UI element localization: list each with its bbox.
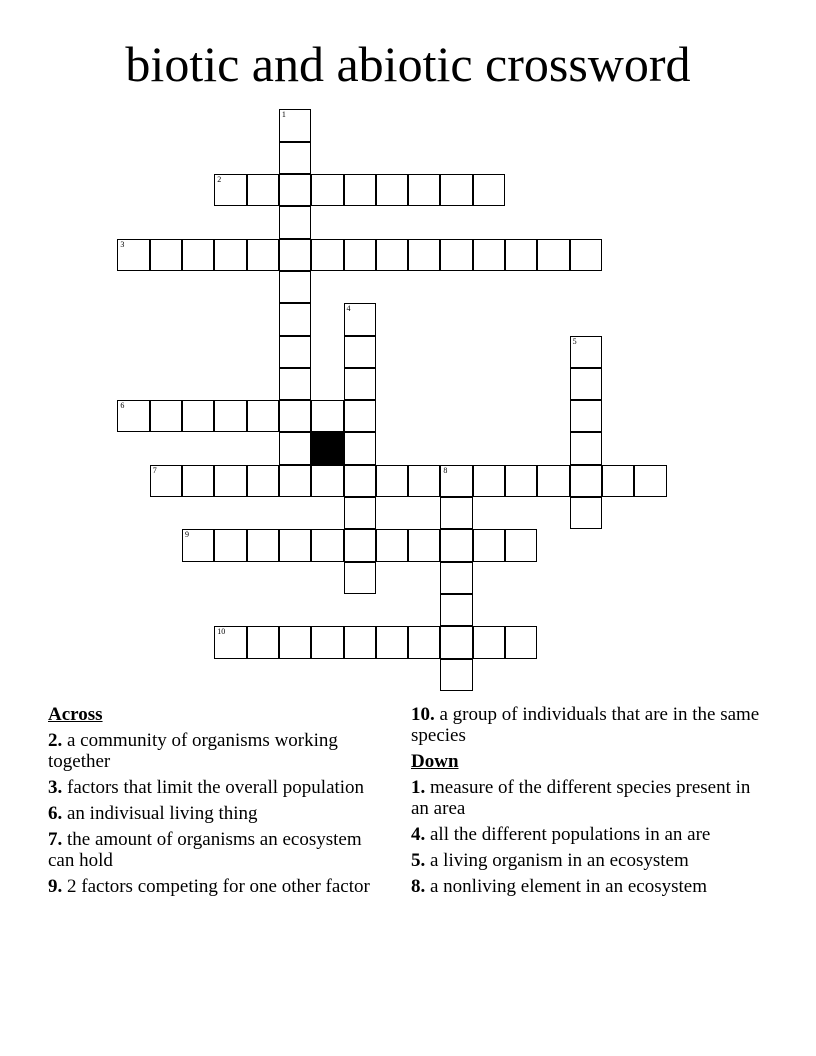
grid-cell[interactable]: [376, 239, 408, 271]
grid-cell[interactable]: [182, 400, 214, 432]
clue-text: a living organism in an ecosystem: [430, 850, 689, 871]
clues-left-column: [48, 704, 388, 902]
cell-number: 8: [443, 465, 448, 475]
grid-cell[interactable]: [440, 174, 472, 206]
grid-cell[interactable]: [247, 400, 279, 432]
grid-cell[interactable]: [214, 626, 246, 658]
grid-cell[interactable]: [537, 465, 569, 497]
across-heading: Across: [48, 704, 103, 725]
grid-cell[interactable]: [505, 626, 537, 658]
grid-cell[interactable]: [247, 174, 279, 206]
grid-cell[interactable]: [344, 529, 376, 561]
grid-cell[interactable]: [344, 400, 376, 432]
clue-text: 2 factors competing for one other factor: [67, 876, 370, 897]
cell-number: 3: [120, 239, 125, 249]
grid-cell[interactable]: [311, 174, 343, 206]
grid-cell[interactable]: [279, 109, 311, 141]
cell-number: 1: [281, 110, 286, 120]
grid-cell[interactable]: [473, 529, 505, 561]
grid-cell[interactable]: [408, 465, 440, 497]
grid-cell[interactable]: [570, 432, 602, 464]
grid-cell[interactable]: [440, 659, 472, 691]
grid-cell[interactable]: [279, 271, 311, 303]
cell-number: 10: [217, 627, 226, 637]
grid-cell[interactable]: [473, 239, 505, 271]
grid-cell[interactable]: [279, 336, 311, 368]
grid-cell[interactable]: [279, 142, 311, 174]
clue-down-4: [411, 824, 761, 845]
grid-cell[interactable]: [505, 529, 537, 561]
clue-text: factors that limit the overall population: [67, 777, 365, 798]
grid-cell[interactable]: [214, 400, 246, 432]
grid-cell[interactable]: [150, 465, 182, 497]
down-heading: Down: [411, 751, 459, 772]
grid-cell[interactable]: [570, 497, 602, 529]
clue-down-1: [411, 777, 761, 819]
grid-cell[interactable]: [344, 174, 376, 206]
grid-cell[interactable]: [473, 626, 505, 658]
grid-cell[interactable]: [182, 239, 214, 271]
grid-cell[interactable]: [279, 303, 311, 335]
clue-text: the amount of organisms an ecosystem can hold: [48, 829, 362, 871]
grid-cell[interactable]: [311, 465, 343, 497]
grid-cell[interactable]: [247, 465, 279, 497]
grid-cell[interactable]: [279, 368, 311, 400]
grid-cell[interactable]: [376, 626, 408, 658]
clue-number: 2.: [48, 730, 63, 751]
grid-cell[interactable]: [505, 465, 537, 497]
clue-across-3: [48, 777, 388, 798]
grid-cell[interactable]: [440, 497, 472, 529]
clue-across-7: [48, 829, 388, 871]
grid-cell[interactable]: [247, 626, 279, 658]
grid-cell[interactable]: [117, 239, 149, 271]
grid-cell[interactable]: [344, 239, 376, 271]
grid-cell[interactable]: [344, 303, 376, 335]
grid-cell[interactable]: [602, 465, 634, 497]
grid-cell[interactable]: [376, 174, 408, 206]
clue-across-10: [411, 704, 761, 746]
grid-cell[interactable]: [279, 465, 311, 497]
grid-cell[interactable]: [408, 239, 440, 271]
grid-cell[interactable]: [505, 239, 537, 271]
clue-number: 5.: [411, 850, 426, 871]
clue-across-6: [48, 803, 388, 824]
grid-cell[interactable]: [214, 239, 246, 271]
clue-number: 3.: [48, 777, 63, 798]
grid-cell[interactable]: [311, 239, 343, 271]
grid-cell[interactable]: [247, 529, 279, 561]
cell-number: 5: [572, 336, 577, 346]
clue-text: a group of individuals that are in the same species: [411, 704, 760, 746]
grid-cell[interactable]: [344, 562, 376, 594]
grid-cell[interactable]: [376, 465, 408, 497]
grid-cell[interactable]: [570, 400, 602, 432]
grid-cell[interactable]: [440, 626, 472, 658]
grid-cell[interactable]: [279, 529, 311, 561]
grid-cell[interactable]: [344, 497, 376, 529]
clue-text: an indivisual living thing: [67, 803, 258, 824]
grid-cell[interactable]: [182, 529, 214, 561]
grid-cell[interactable]: [344, 368, 376, 400]
clue-number: 10.: [411, 704, 435, 725]
cell-number: 4: [346, 304, 351, 314]
black-cell: [311, 432, 343, 464]
grid-cell[interactable]: [408, 626, 440, 658]
grid-cell[interactable]: [440, 465, 472, 497]
cell-number: 7: [152, 465, 157, 475]
clue-number: 7.: [48, 829, 63, 850]
grid-cell[interactable]: [440, 239, 472, 271]
grid-cell[interactable]: [279, 239, 311, 271]
grid-cell[interactable]: [214, 174, 246, 206]
clue-number: 9.: [48, 876, 63, 897]
clue-text: measure of the different species present in an area: [411, 777, 751, 819]
clue-number: 4.: [411, 824, 426, 845]
grid-cell[interactable]: [150, 400, 182, 432]
grid-cell[interactable]: [408, 174, 440, 206]
clue-down-5: [411, 850, 761, 871]
grid-cell[interactable]: [214, 465, 246, 497]
grid-cell[interactable]: [408, 529, 440, 561]
grid-cell[interactable]: [182, 465, 214, 497]
grid-cell[interactable]: [344, 336, 376, 368]
cell-number: 9: [185, 530, 189, 540]
clue-number: 8.: [411, 876, 426, 897]
grid-cell[interactable]: [440, 594, 472, 626]
grid-cell[interactable]: [473, 465, 505, 497]
cell-number: 2: [217, 175, 222, 184]
grid-cell[interactable]: [279, 174, 311, 206]
grid-cell[interactable]: [344, 626, 376, 658]
grid-cell[interactable]: [311, 529, 343, 561]
grid-cell[interactable]: [376, 529, 408, 561]
grid-cell[interactable]: [570, 239, 602, 271]
clue-text: a community of organisms working together: [48, 730, 338, 772]
grid-cell[interactable]: [214, 529, 246, 561]
clues-right-column: [411, 704, 761, 902]
grid-cell[interactable]: [279, 432, 311, 464]
grid-cell[interactable]: [344, 432, 376, 464]
grid-cell[interactable]: [117, 400, 149, 432]
grid-cell[interactable]: [570, 465, 602, 497]
puzzle-title: biotic and abiotic crossword: [125, 36, 691, 92]
grid-cell[interactable]: [279, 206, 311, 238]
grid-cell[interactable]: [344, 465, 376, 497]
grid-cell[interactable]: [570, 368, 602, 400]
grid-cell[interactable]: [440, 529, 472, 561]
clue-number: 1.: [411, 777, 426, 798]
clue-across-2: [48, 730, 388, 772]
grid-cell[interactable]: [473, 174, 505, 206]
clue-across-9: [48, 876, 388, 897]
grid-cell[interactable]: [311, 400, 343, 432]
clue-text: all the different populations in an are: [430, 824, 711, 845]
clue-number: 6.: [48, 803, 63, 824]
clue-text: a nonliving element in an ecosystem: [430, 876, 708, 897]
clue-down-8: [411, 876, 761, 897]
cell-number: 6: [120, 401, 125, 411]
grid-cell[interactable]: [440, 562, 472, 594]
grid-cell[interactable]: [311, 626, 343, 658]
grid-cell[interactable]: [247, 239, 279, 271]
grid-cell[interactable]: [279, 626, 311, 658]
grid-cell[interactable]: [537, 239, 569, 271]
grid-cell[interactable]: [570, 336, 602, 368]
grid-cell[interactable]: [634, 465, 666, 497]
grid-cell[interactable]: [150, 239, 182, 271]
grid-cell[interactable]: [279, 400, 311, 432]
